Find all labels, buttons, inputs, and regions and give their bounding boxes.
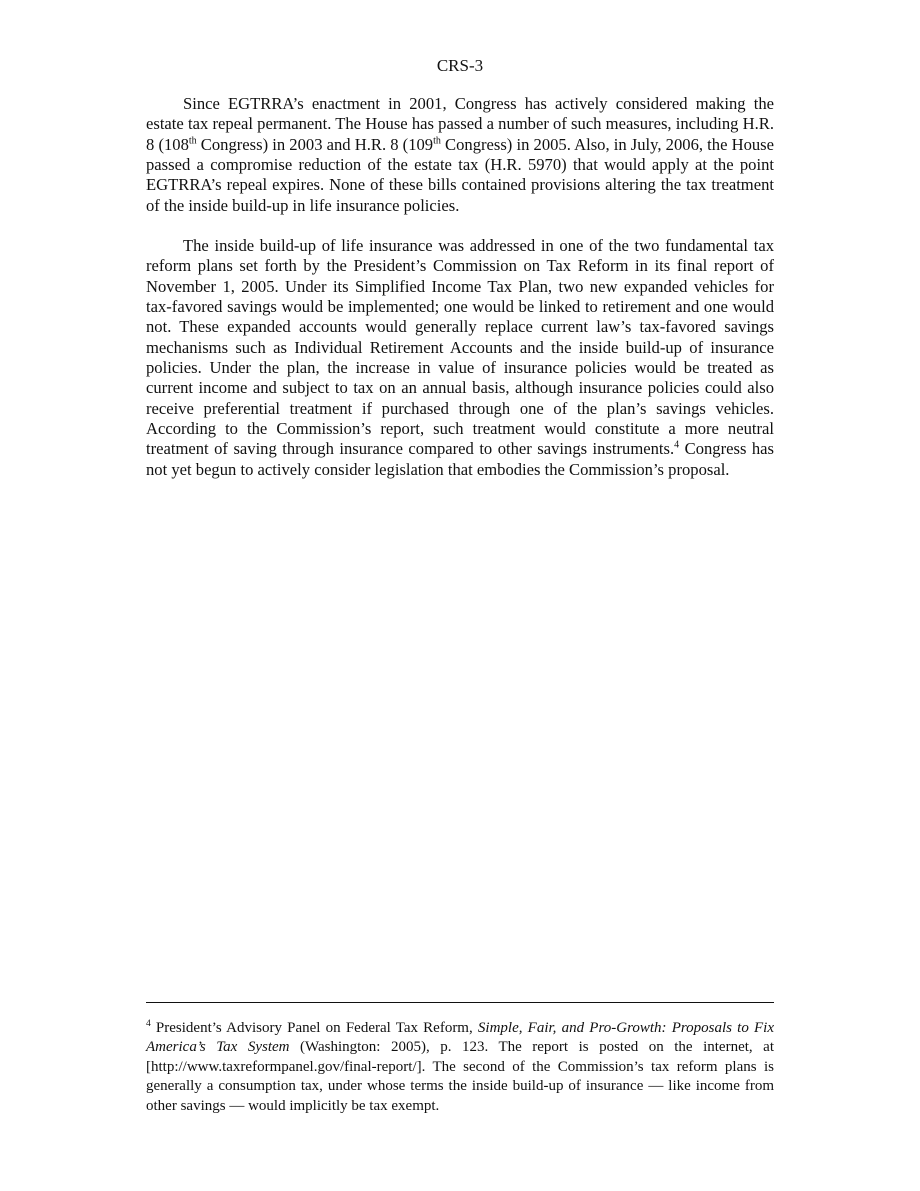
footnote-text: (Washington: 2005), p. 123. The report is posted on the internet, at [http://www.taxreformpanel.gov/final-report/]. The second of the Commission’s tax reform plans is generally a consumption tax, under whose terms the inside build-up of insurance — like income from other savings — would implicitly be tax exempt. — [146, 1039, 774, 1114]
page-number-header: CRS-3 — [436, 56, 484, 75]
footnote-text: President’s Advisory Panel on Federal Tax Reform, — [150, 1020, 478, 1036]
ordinal-superscript: th — [188, 135, 197, 147]
paragraph-text: Congress) in 2003 and H.R. 8 (109 — [196, 134, 434, 154]
ordinal-superscript: th — [433, 135, 441, 147]
footnote-reference: 4 — [674, 439, 680, 451]
footnote-report-title: Simple, Fair, and Pro-Growth: Proposals to Fix America’s Tax System — [146, 1020, 774, 1056]
paragraph-tax-reform-commission — [146, 236, 774, 480]
footnote-separator — [146, 1002, 774, 1003]
footnote-number: 4 — [146, 1019, 151, 1029]
paragraph-text: Congress) in 2005. Also, in July, 2006, the House passed a compromise reduction of the estate tax (H.R. 5970) that would apply at the point EGTRRA’s repeal expires. None of these bills contained provisions altering the tax treatment of the inside build-up in life insurance policies. — [146, 134, 774, 215]
footnote-4 — [146, 1019, 774, 1116]
paragraph-text: The inside build-up of life insurance was addressed in one of the two fundamental tax reform plans set forth by the President’s Commission on Tax Reform in its final report of November 1, 2005. Under its Simplified Income Tax Plan, two new expanded vehicles for tax-favored savings would be implemented; one would be linked to retirement and one would not. These expanded accounts would generally replace current law’s tax-favored savings mechanisms such as Individual Retirement Accounts and the inside build-up of insurance policies. Under the plan, the increase in value of insurance policies would be treated as current income and subject to tax on an annual basis, although insurance policies could also receive preferential treatment if purchased through one of the plan’s savings vehicles. According to the Commission’s report, such treatment would constitute a more neutral treatment of saving through insurance compared to other savings instruments. — [146, 236, 774, 459]
paragraph-text: Congress has not yet begun to actively consider legislation that embodies the Commission’s proposal. — [146, 439, 775, 479]
paragraph-estate-tax-repeal — [146, 94, 774, 216]
paragraph-text: Since EGTRRA’s enactment in 2001, Congress has actively considered making the estate tax repeal permanent. The House has passed a number of such measures, including H.R. 8 (108 — [146, 94, 774, 154]
